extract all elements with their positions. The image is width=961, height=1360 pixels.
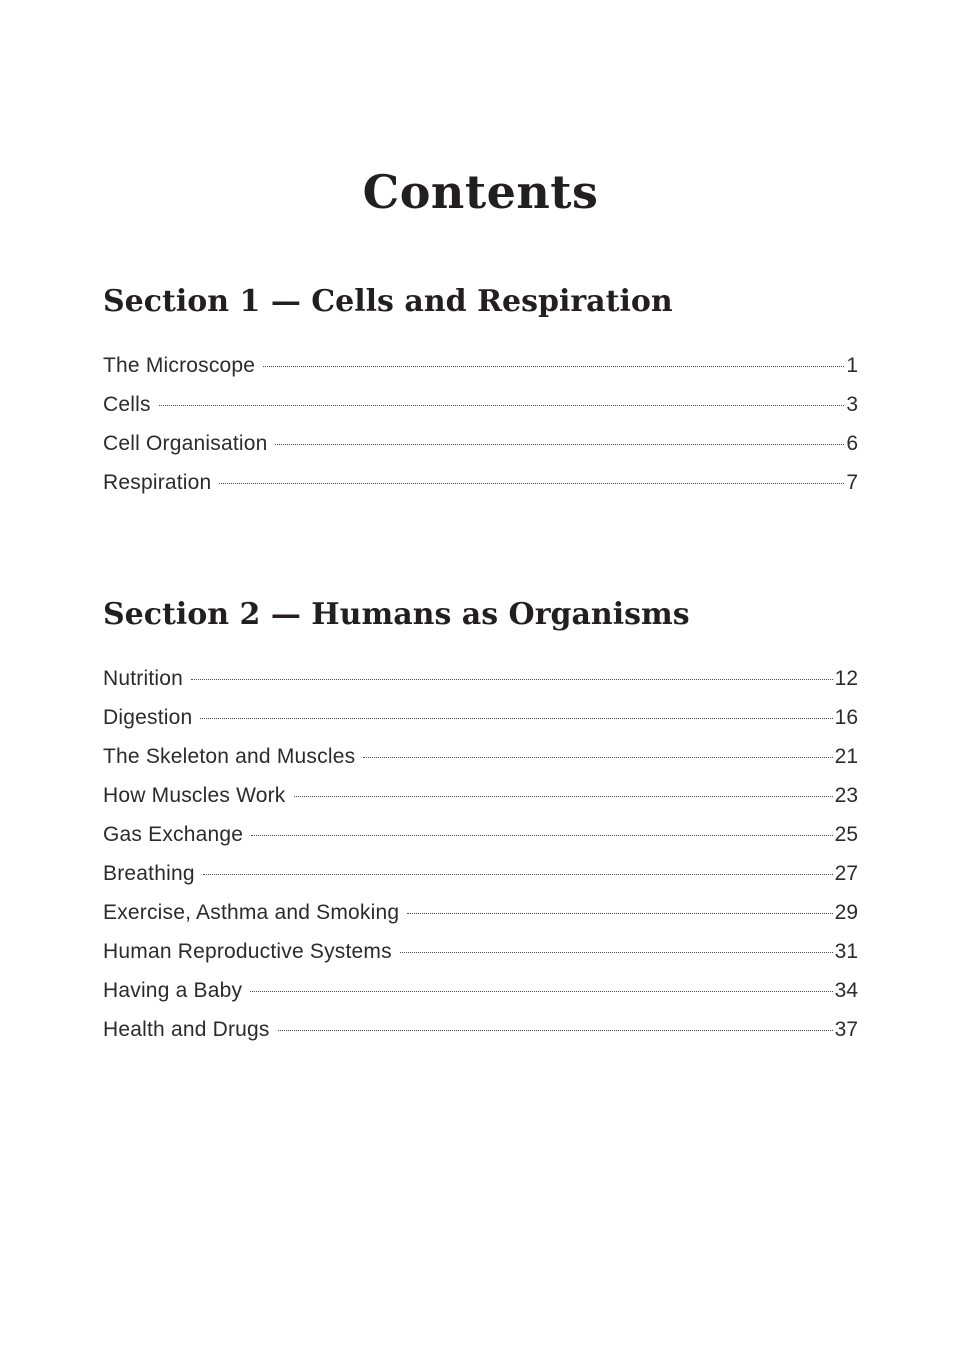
toc-entry-title: Having a Baby	[103, 979, 243, 1002]
toc-entry-respiration[interactable]	[103, 463, 858, 502]
toc-page-number: 25	[834, 823, 858, 846]
dot-leader	[400, 952, 833, 953]
dot-leader	[203, 874, 833, 875]
dot-leader	[250, 991, 832, 992]
toc-list	[103, 346, 858, 502]
toc-page-number: 23	[834, 784, 858, 807]
toc-entry-title: The Skeleton and Muscles	[103, 745, 356, 768]
dot-leader	[159, 405, 845, 406]
toc-page-number: 16	[834, 706, 858, 729]
toc-entry-title: Human Reproductive Systems	[103, 940, 392, 963]
toc-entry-skeleton-and-muscles[interactable]	[103, 737, 858, 776]
page-title: Contents	[362, 165, 599, 219]
toc-entry-human-reproductive-systems[interactable]	[103, 932, 858, 971]
toc-entry-title: Digestion	[103, 706, 193, 729]
toc-entry-title: Respiration	[103, 471, 212, 494]
dot-leader	[251, 835, 832, 836]
toc-entry-how-muscles-work[interactable]	[103, 776, 858, 815]
toc-entry-nutrition[interactable]	[103, 659, 858, 698]
section-1	[103, 280, 858, 494]
dot-leader	[407, 913, 832, 914]
toc-entry-the-microscope[interactable]	[103, 346, 858, 385]
toc-entry-cell-organisation[interactable]	[103, 424, 858, 463]
section-2	[103, 593, 858, 1041]
toc-entry-title: Nutrition	[103, 667, 183, 690]
toc-page-number: 37	[834, 1018, 858, 1041]
toc-page-number: 12	[834, 667, 858, 690]
dot-leader	[263, 366, 844, 367]
toc-page-number: 1	[846, 354, 858, 377]
toc-page-number: 29	[834, 901, 858, 924]
section-heading: Section 1 — Cells and Respiration	[103, 284, 673, 319]
dot-leader	[363, 757, 832, 758]
toc-list	[103, 659, 858, 1049]
toc-entry-title: Cell Organisation	[103, 432, 268, 455]
dot-leader	[275, 444, 844, 445]
dot-leader	[278, 1030, 833, 1031]
toc-entry-exercise-asthma-smoking[interactable]	[103, 893, 858, 932]
toc-page-number: 34	[834, 979, 858, 1002]
dot-leader	[200, 718, 832, 719]
toc-entry-title: Breathing	[103, 862, 195, 885]
toc-entry-gas-exchange[interactable]	[103, 815, 858, 854]
section-heading: Section 2 — Humans as Organisms	[103, 597, 690, 632]
toc-entry-title: The Microscope	[103, 354, 256, 377]
toc-entry-having-a-baby[interactable]	[103, 971, 858, 1010]
toc-page-number: 7	[846, 471, 858, 494]
toc-page-number: 21	[834, 745, 858, 768]
toc-page-number: 3	[846, 393, 858, 416]
toc-entry-title: Health and Drugs	[103, 1018, 270, 1041]
dot-leader	[191, 679, 833, 680]
toc-entry-title: How Muscles Work	[103, 784, 286, 807]
toc-entry-title: Exercise, Asthma and Smoking	[103, 901, 400, 924]
toc-page-number: 27	[834, 862, 858, 885]
toc-entry-digestion[interactable]	[103, 698, 858, 737]
dot-leader	[219, 483, 844, 484]
toc-entry-health-and-drugs[interactable]	[103, 1010, 858, 1049]
toc-page-number: 31	[834, 940, 858, 963]
toc-entry-breathing[interactable]	[103, 854, 858, 893]
toc-page-number: 6	[846, 432, 858, 455]
dot-leader	[294, 796, 833, 797]
toc-entry-title: Gas Exchange	[103, 823, 244, 846]
toc-entry-cells[interactable]	[103, 385, 858, 424]
toc-entry-title: Cells	[103, 393, 151, 416]
